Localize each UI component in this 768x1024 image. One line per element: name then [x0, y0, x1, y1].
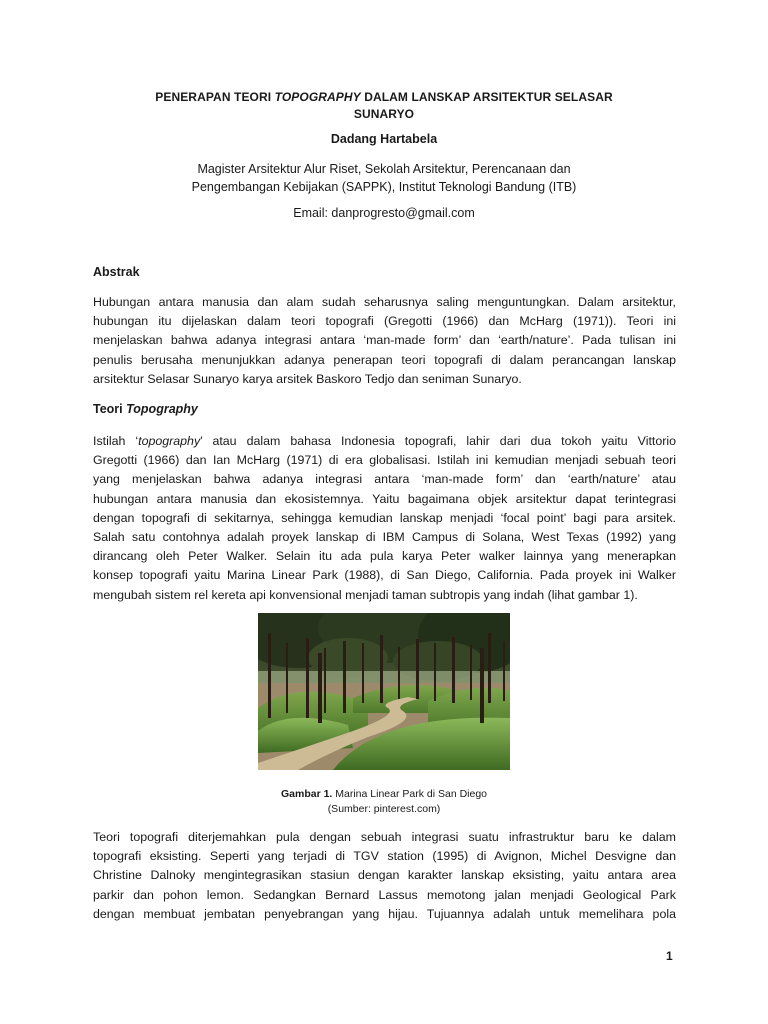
affiliation	[160, 160, 608, 196]
author-name: Dadang Hartabela	[330, 132, 438, 146]
section-line: Istilah ‘topography’ atau dalam bahasa Indonesia topografi, lahir dari dua tokoh yaitu Vittorio	[93, 434, 676, 448]
abstract-line: menjelaskan bahwa adanya integrasi antara ‘man-made form’ dan ‘earth/nature’. Pada tulisan ini	[93, 333, 676, 348]
affiliation-line-2: Pengembangan Kebijakan (SAPPK), Institut Teknologi Bandung (ITB)	[191, 180, 577, 194]
section-line: yang menjelaskan bahwa adanya integrasi antara ‘man-made form’ dan ‘earth/nature’ atau	[93, 472, 676, 487]
abstract-paragraph	[93, 293, 676, 389]
caption-line: Gambar 1. Marina Linear Park di San Diego	[280, 788, 488, 800]
continuation-line: Christine Dalnoky mengintegrasikan stasiun dengan karakter lanskap eksisting, yaitu antara area	[93, 868, 676, 883]
abstract-line: arsitektur Selasar Sunaryo karya arsitek Baskoro Tedjo dan seniman Sunaryo.	[93, 371, 522, 386]
section-line: dengan topografi di sekitarnya, sehingga kemudian lanskap menjadi ‘focal point’ bagi para arsitek.	[93, 510, 676, 525]
section-paragraph	[93, 432, 676, 605]
caption-source: (Sumber: pinterest.com)	[327, 803, 441, 815]
author-email: Email: danprogresto@gmail.com	[293, 206, 475, 220]
title-line-1: PENERAPAN TEORI TOPOGRAPHY DALAM LANSKAP ARSITEKTUR SELASAR	[155, 90, 613, 104]
section-line: Salah satu contohnya adalah proyek lanskap di IBM Campus di Solana, West Texas (1992) yang	[93, 530, 676, 545]
section-line: mengubah sistem rel kereta api konvensional menjadi taman subtropis yang indah (lihat gambar 1).	[93, 587, 638, 602]
abstract-line: hubungan itu dijelaskan dalam teori topografi (Gregotti (1966) dan McHarg (1971)). Teori ini	[93, 314, 676, 329]
continuation-line: dengan membuat jembatan penyebrangan yang hijau. Tujuannya adalah untuk memelihara pola	[93, 906, 676, 921]
marina-linear-park-photo	[258, 613, 510, 770]
continuation-line: topografi eksisting. Seperti yang terjadi di TGV station (1995) di Avignon, Michel Desvigne dan	[93, 849, 676, 864]
paper-title	[140, 89, 628, 123]
abstract-line: Hubungan antara manusia dan alam sudah seharusnya saling menguntungkan. Dalam arsitektur,	[93, 295, 676, 309]
section-line: Gregotti (1966) dan Ian McHarg (1971) di era globalisasi. Istilah ini kemudian menjadi sebuah teori	[93, 453, 676, 468]
section-line: konsep topografi yaitu Marina Linear Park (1988), di San Diego, California. Pada proyek ini Walker	[93, 568, 676, 583]
park-illustration	[258, 613, 510, 770]
section-line: hubungan antara manusia dan ekosistemnya. Yaitu bagaimana objek arsitektur dapat terintegrasi	[93, 491, 676, 506]
abstract-heading: Abstrak	[93, 265, 140, 279]
section-heading: Teori Topography	[93, 402, 198, 416]
page-number: 1	[666, 949, 673, 963]
abstract-line: penulis berusaha menunjukkan adanya penerapan teori topografi di dalam perancangan lanskap	[93, 352, 676, 367]
section-line: dirancang oleh Peter Walker. Selain itu ada pula karya Peter walker lainnya yang menerapkan	[93, 549, 676, 564]
affiliation-line-1: Magister Arsitektur Alur Riset, Sekolah Arsitektur, Perencanaan dan	[197, 162, 571, 176]
continuation-line: parkir dan pohon lemon. Sedangkan Bernard Lassus memotong jalan menjadi Geological Park	[93, 887, 676, 902]
continuation-paragraph	[93, 828, 676, 924]
figure-caption	[0, 787, 768, 817]
continuation-line: Teori topografi diterjemahkan pula dengan sebuah integrasi suatu infrastruktur baru ke dalam	[93, 830, 676, 844]
title-line-2: SUNARYO	[353, 107, 415, 121]
